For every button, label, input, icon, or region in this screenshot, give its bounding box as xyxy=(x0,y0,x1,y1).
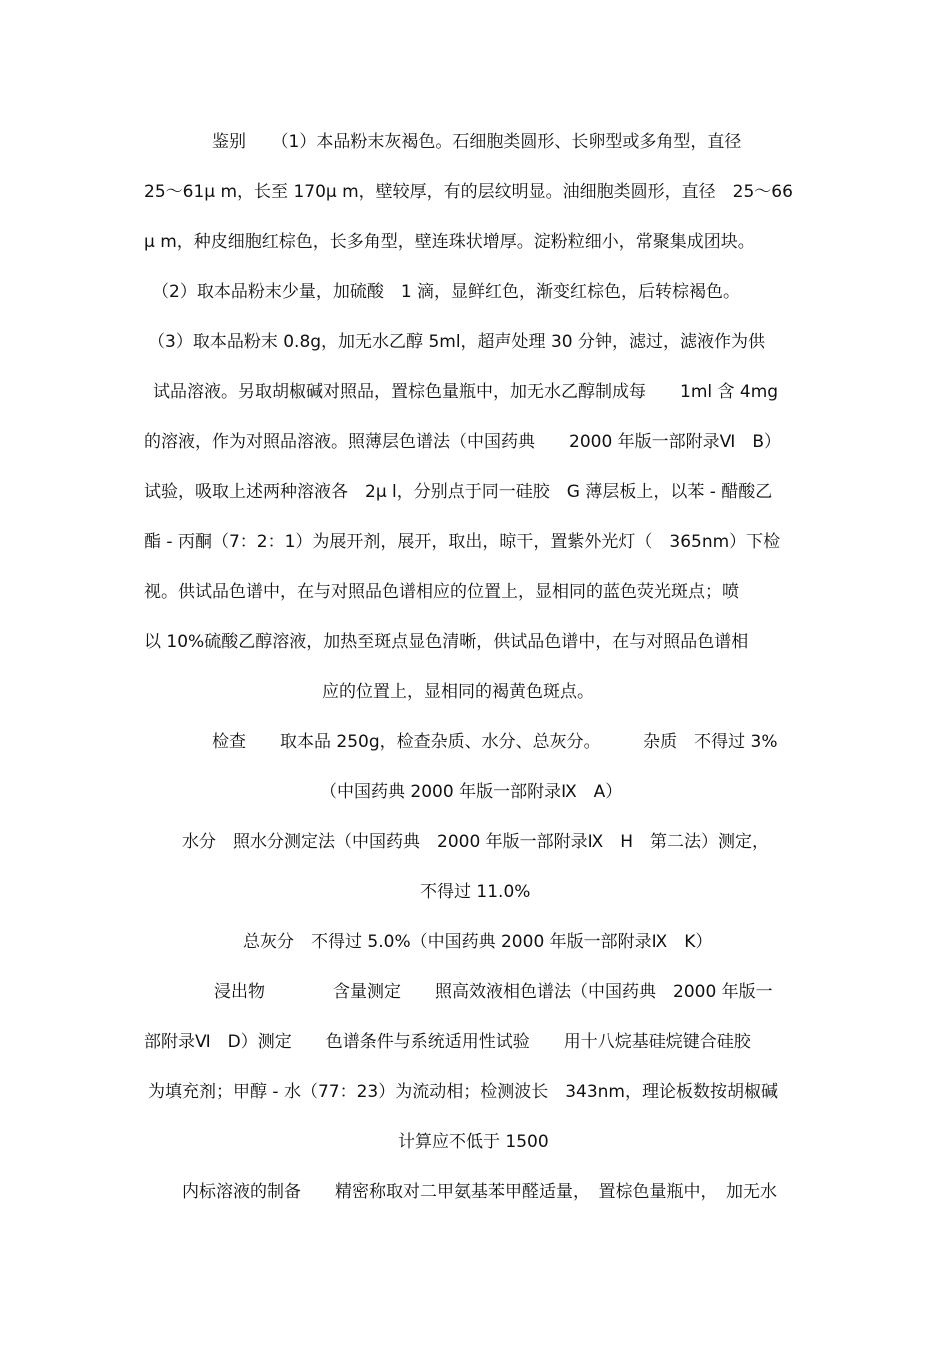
text-line-10: 视。供试品色谱中，在与对照品色谱相应的位置上，显相同的蓝色荧光斑点；喷 xyxy=(144,582,739,602)
text-line-11: 以 10%硫酸乙醇溶液，加热至斑点显色清晰，供试品色谱中，在与对照品色谱相 xyxy=(144,632,749,652)
text-line-3: μ m，种皮细胞红棕色，长多角型，壁连珠状增厚。淀粉粒细小，常聚集成团块。 xyxy=(144,232,755,252)
text-line-13: 检查 取本品 250g，检查杂质、水分、总灰分。 杂质 不得过 3% xyxy=(212,732,778,752)
text-line-20: 为填充剂；甲醇 - 水（77：23）为流动相；检测波长 343nm，理论板数按胡椒碱 xyxy=(148,1082,778,1102)
text-line-21: 计算应不低于 1500 xyxy=(398,1132,549,1152)
text-line-5: （3）取本品粉末 0.8g，加无水乙醇 5ml，超声处理 30 分钟，滤过，滤液作为供 xyxy=(148,332,765,352)
text-line-7: 的溶液，作为对照品溶液。照薄层色谱法（中国药典 2000 年版一部附录Ⅵ B） xyxy=(144,432,782,452)
text-line-2: 25～61μ m，长至 170μ m，壁较厚，有的层纹明显。油细胞类圆形，直径 25～66 xyxy=(144,182,793,202)
text-line-19: 部附录Ⅵ D）测定 色谱条件与系统适用性试验 用十八烷基硅烷键合硅胶 xyxy=(144,1032,751,1052)
text-line-8: 试验，吸取上述两种溶液各 2μ l，分别点于同一硅胶 G 薄层板上，以苯 - 醋酸乙 xyxy=(144,482,773,502)
text-line-9: 酯 - 丙酮（7：2：1）为展开剂，展开，取出，晾干，置紫外光灯（ 365nm）下检 xyxy=(144,532,781,552)
text-line-15: 水分 照水分测定法（中国药典 2000 年版一部附录Ⅸ H 第二法）测定， xyxy=(182,832,770,852)
text-line-16: 不得过 11.0% xyxy=(420,882,531,902)
text-line-18: 浸出物 含量测定 照高效液相色谱法（中国药典 2000 年版一 xyxy=(214,982,773,1002)
text-line-17: 总灰分 不得过 5.0%（中国药典 2000 年版一部附录Ⅸ K） xyxy=(243,932,713,952)
text-line-12: 应的位置上，显相同的褐黄色斑点。 xyxy=(322,682,594,702)
text-line-22: 内标溶液的制备 精密称取对二甲氨基苯甲醛适量， 置棕色量瓶中， 加无水 xyxy=(182,1182,777,1202)
text-line-14: （中国药典 2000 年版一部附录Ⅸ A） xyxy=(320,782,623,802)
text-line-4: （2）取本品粉末少量，加硫酸 1 滴，显鲜红色，渐变红棕色，后转棕褐色。 xyxy=(152,282,741,302)
text-line-6: 试品溶液。另取胡椒碱对照品，置棕色量瓶中，加无水乙醇制成每 1ml 含 4mg xyxy=(153,382,779,402)
text-line-1: 鉴别 （1）本品粉末灰褐色。石细胞类圆形、长卵型或多角型，直径 xyxy=(212,132,742,152)
